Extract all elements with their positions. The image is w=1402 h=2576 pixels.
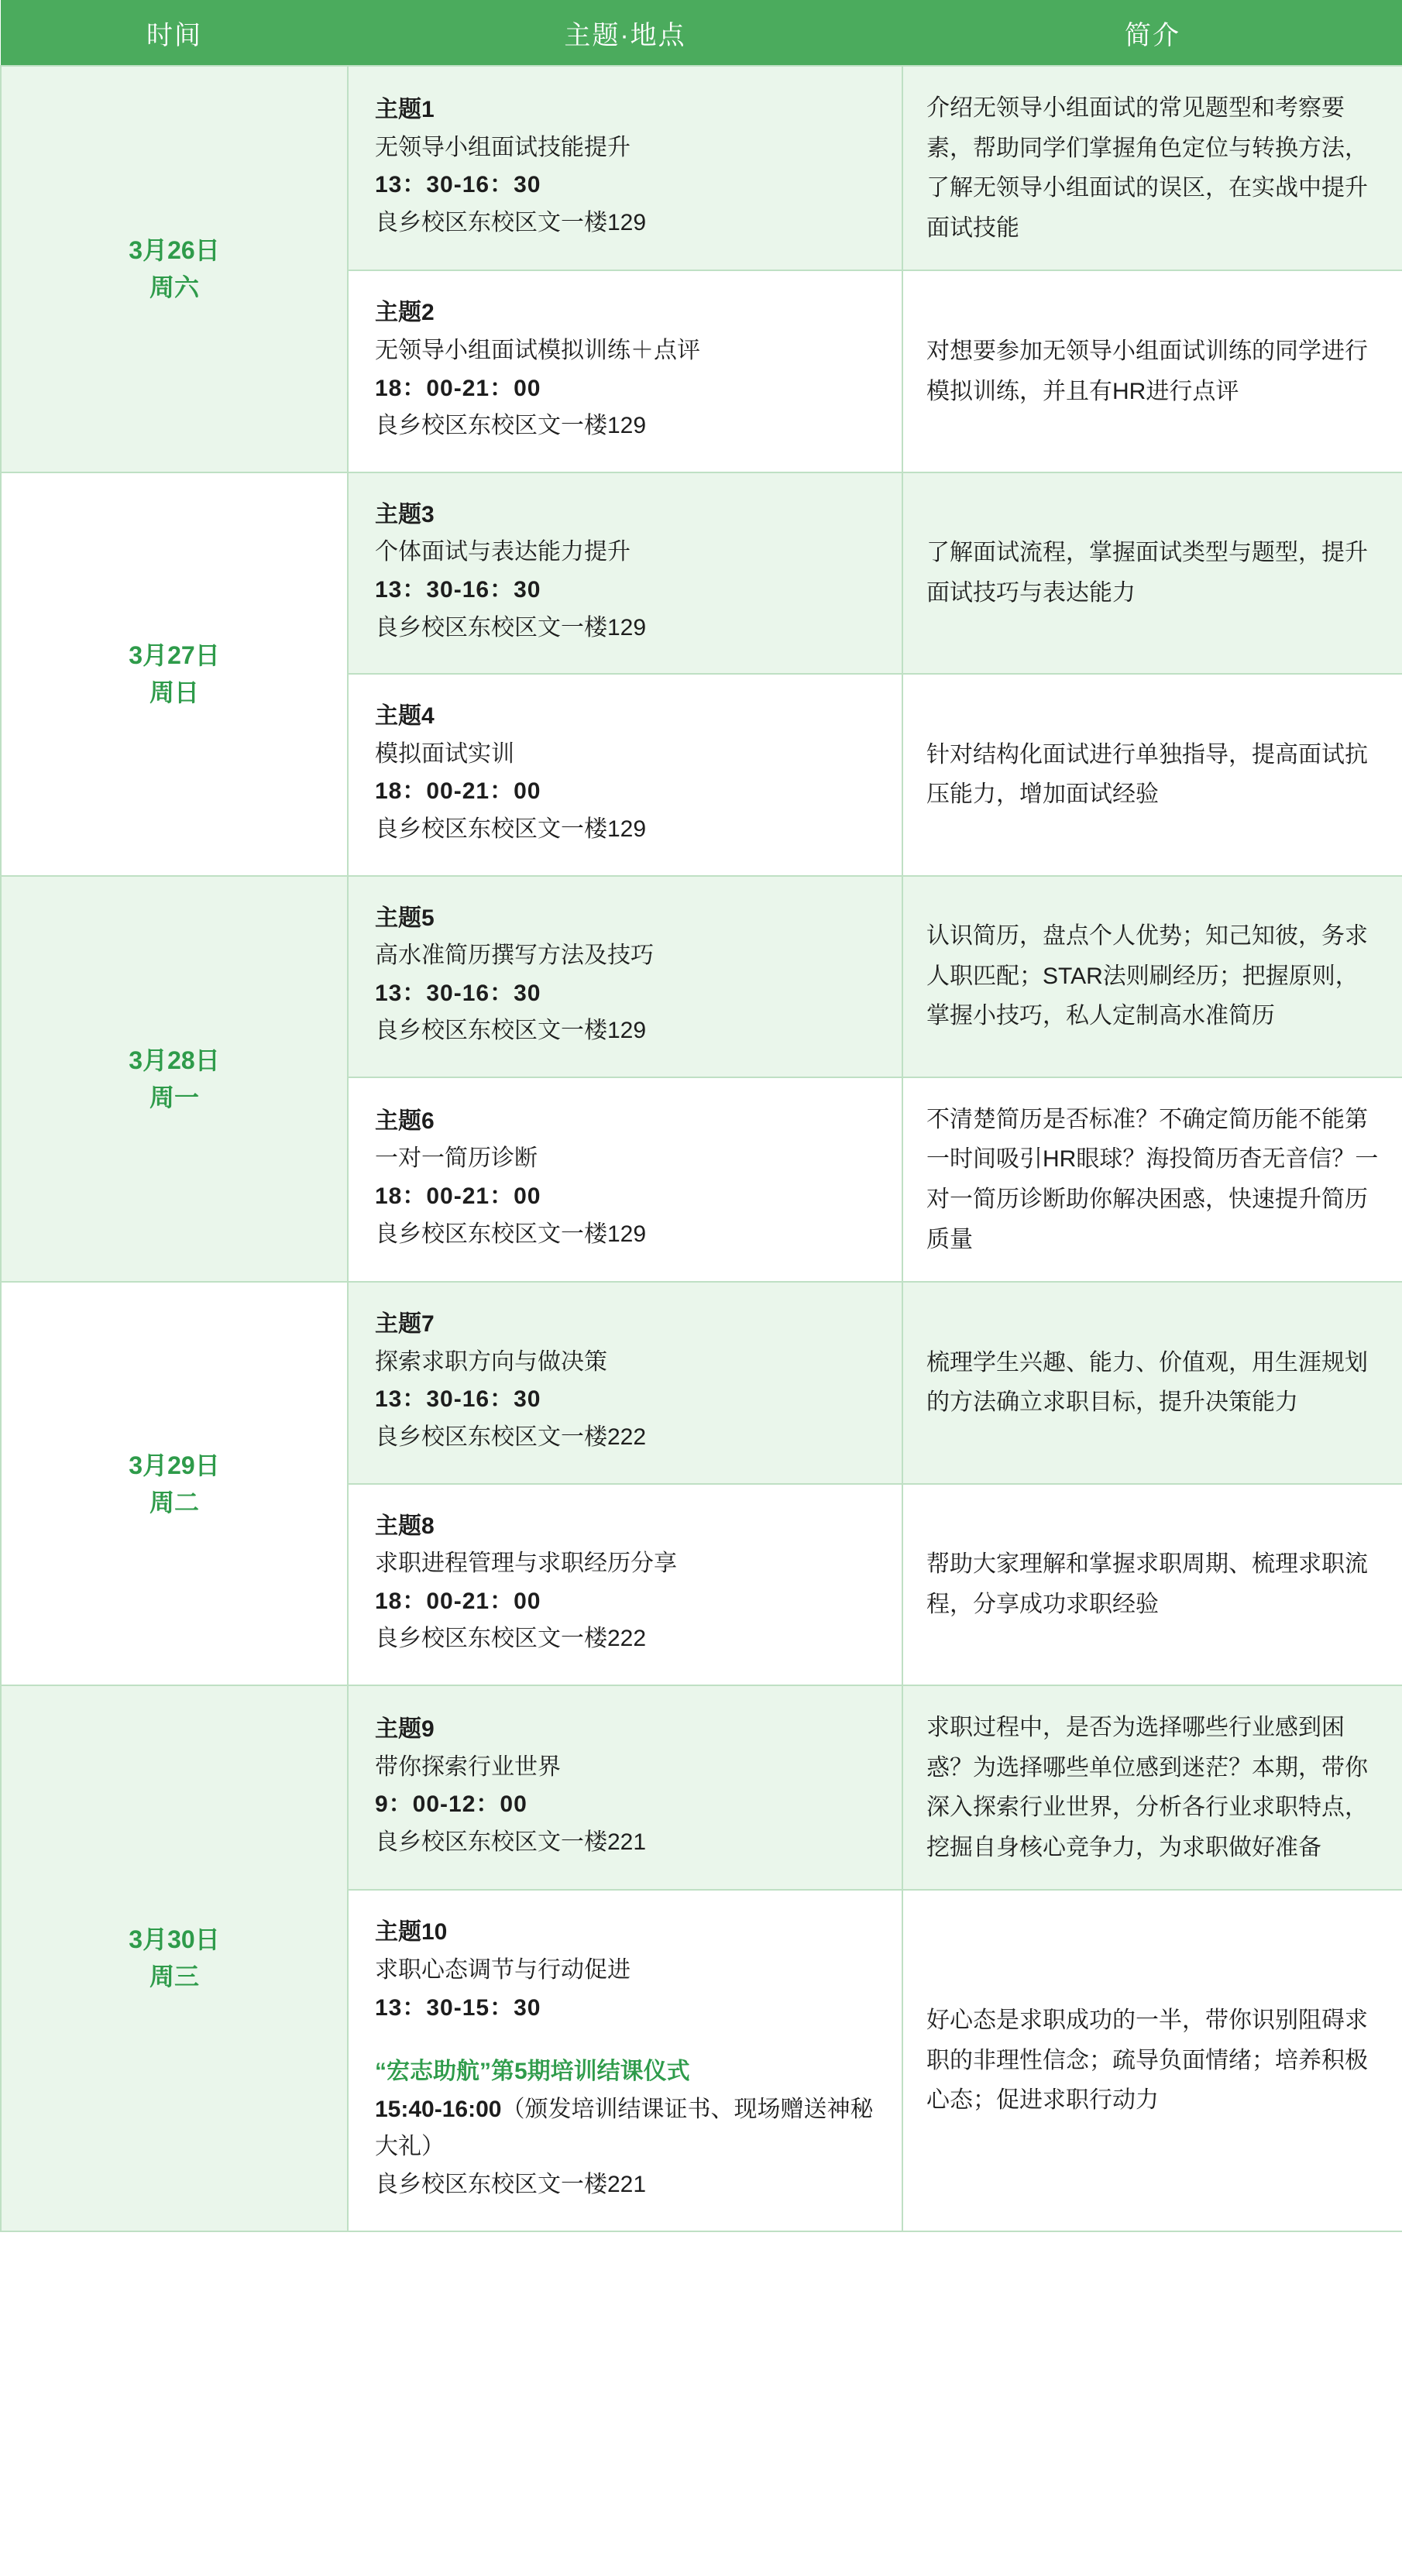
session-place: 良乡校区东校区文一楼222	[375, 1424, 647, 1451]
session-time: 9：00-12：00	[375, 1791, 527, 1818]
session-place: 良乡校区东校区文一楼221	[375, 1829, 647, 1855]
day-date: 3月29日	[129, 1451, 220, 1479]
session-number: 主题6	[375, 1108, 435, 1134]
session-number: 主题7	[375, 1311, 435, 1338]
session-number: 主题4	[375, 703, 435, 730]
day-cell-4	[1, 1282, 348, 1685]
session-place: 良乡校区东校区文一楼129	[375, 413, 647, 439]
session-topic-cell	[348, 1890, 902, 2231]
session-number: 主题3	[375, 501, 435, 527]
day-cell-2	[1, 472, 348, 876]
session-time: 18：00-21：00	[375, 375, 541, 401]
day-weekday: 周日	[149, 678, 199, 707]
table-row	[1, 66, 1402, 270]
session-place: 良乡校区东校区文一楼222	[375, 1626, 647, 1652]
header-topic-location: 主题·地点	[348, 0, 902, 66]
session-description: 不清楚简历是否标准？不确定简历能不能第一时间吸引HR眼球？海投简历杳无音信？一对一简历诊断助你解决困惑，快速提升简历质量	[902, 1077, 1402, 1282]
session-description: 梳理学生兴趣、能力、价值观，用生涯规划的方法确立求职目标，提升决策能力	[902, 1282, 1402, 1483]
table-body	[1, 66, 1402, 2231]
closing-ceremony-title: “宏志助航”第5期培训结课仪式	[375, 2059, 690, 2085]
day-cell-3	[1, 876, 348, 1283]
session-topic-cell	[348, 66, 902, 270]
closing-ceremony-block	[375, 2053, 875, 2203]
session-title: 无领导小组面试模拟训练＋点评	[375, 337, 700, 363]
session-description: 对想要参加无领导小组面试训练的同学进行模拟训练，并且有HR进行点评	[902, 270, 1402, 472]
day-weekday: 周六	[149, 273, 199, 302]
day-weekday: 周二	[149, 1488, 199, 1516]
session-time: 13：30-16：30	[375, 980, 541, 1006]
session-time: 13：30-16：30	[375, 576, 541, 603]
session-title: 探索求职方向与做决策	[375, 1348, 607, 1375]
session-number: 主题9	[375, 1716, 435, 1742]
table-row	[1, 1685, 1402, 1890]
session-place: 良乡校区东校区文一楼221	[375, 2171, 647, 2197]
session-description: 了解面试流程，掌握面试类型与题型，提升面试技巧与表达能力	[902, 472, 1402, 674]
session-place: 良乡校区东校区文一楼129	[375, 816, 647, 842]
session-time: 13：30-16：30	[375, 1386, 541, 1413]
table-row	[1, 472, 1402, 674]
session-number: 主题2	[375, 300, 435, 326]
session-topic-cell	[348, 1484, 902, 1685]
session-title: 高水准简历撰写方法及技巧	[375, 943, 654, 969]
session-title: 一对一简历诊断	[375, 1145, 538, 1172]
session-time: 13：30-16：30	[375, 172, 541, 198]
session-topic-cell	[348, 1077, 902, 1282]
session-time: 13：30-15：30	[375, 1994, 541, 2021]
session-topic-cell	[348, 472, 902, 674]
session-time: 18：00-21：00	[375, 778, 541, 805]
day-cell-5	[1, 1685, 348, 2231]
session-topic-cell	[348, 1282, 902, 1483]
session-time: 18：00-21：00	[375, 1588, 541, 1614]
day-date: 3月27日	[129, 641, 220, 670]
session-topic-cell	[348, 674, 902, 875]
session-time: 18：00-21：00	[375, 1183, 541, 1210]
session-description: 好心态是求职成功的一半，带你识别阻碍求职的非理性信念；疏导负面情绪；培养积极心态；促进求职行动力	[902, 1890, 1402, 2231]
day-weekday: 周一	[149, 1083, 199, 1111]
day-weekday: 周三	[149, 1963, 199, 1991]
session-description: 求职过程中，是否为选择哪些行业感到困惑？为选择哪些单位感到迷茫？本期，带你深入探索行业世界，分析各行业求职特点，挖掘自身核心竞争力，为求职做好准备	[902, 1685, 1402, 1890]
table-row	[1, 1282, 1402, 1483]
day-date: 3月26日	[129, 236, 220, 265]
session-topic-cell	[348, 1685, 902, 1890]
closing-ceremony-time-bold: 15:40-16:00	[375, 2096, 502, 2122]
session-title: 无领导小组面试技能提升	[375, 134, 631, 160]
session-place: 良乡校区东校区文一楼129	[375, 614, 647, 641]
session-description: 帮助大家理解和掌握求职周期、梳理求职流程，分享成功求职经验	[902, 1484, 1402, 1685]
table-header	[1, 0, 1402, 66]
session-title: 求职进程管理与求职经历分享	[375, 1551, 677, 1577]
table-row	[1, 876, 1402, 1077]
day-cell-1	[1, 66, 348, 472]
session-title: 模拟面试实训	[375, 740, 514, 767]
session-number: 主题8	[375, 1513, 435, 1539]
header-description: 简介	[902, 0, 1402, 66]
closing-ceremony-time	[375, 2091, 875, 2166]
session-place: 良乡校区东校区文一楼129	[375, 1221, 647, 1247]
session-number: 主题1	[375, 97, 435, 122]
day-date: 3月28日	[129, 1046, 220, 1074]
header-time: 时间	[1, 0, 348, 66]
session-description: 介绍无领导小组面试的常见题型和考察要素，帮助同学们掌握角色定位与转换方法，了解无领导小组面试的误区，在实战中提升面试技能	[902, 66, 1402, 270]
day-date: 3月30日	[129, 1925, 220, 1954]
session-title: 个体面试与表达能力提升	[375, 539, 631, 565]
session-topic-cell	[348, 270, 902, 472]
session-number: 主题5	[375, 905, 435, 931]
session-description: 认识简历，盘点个人优势；知己知彼，务求人职匹配；STAR法则刷经历；把握原则，掌握小技巧，私人定制高水准简历	[902, 876, 1402, 1077]
session-title: 求职心态调节与行动促进	[375, 1956, 631, 1983]
session-place: 良乡校区东校区文一楼129	[375, 1018, 647, 1044]
session-title: 带你探索行业世界	[375, 1753, 561, 1780]
header-row	[1, 0, 1402, 66]
session-number: 主题10	[375, 1919, 448, 1946]
session-place: 良乡校区东校区文一楼129	[375, 209, 647, 235]
session-topic-cell	[348, 876, 902, 1077]
session-description: 针对结构化面试进行单独指导，提高面试抗压能力，增加面试经验	[902, 674, 1402, 875]
closing-ceremony-time-note: （颁发培训结课证书、现场赠送神秘大礼）	[375, 2096, 874, 2160]
